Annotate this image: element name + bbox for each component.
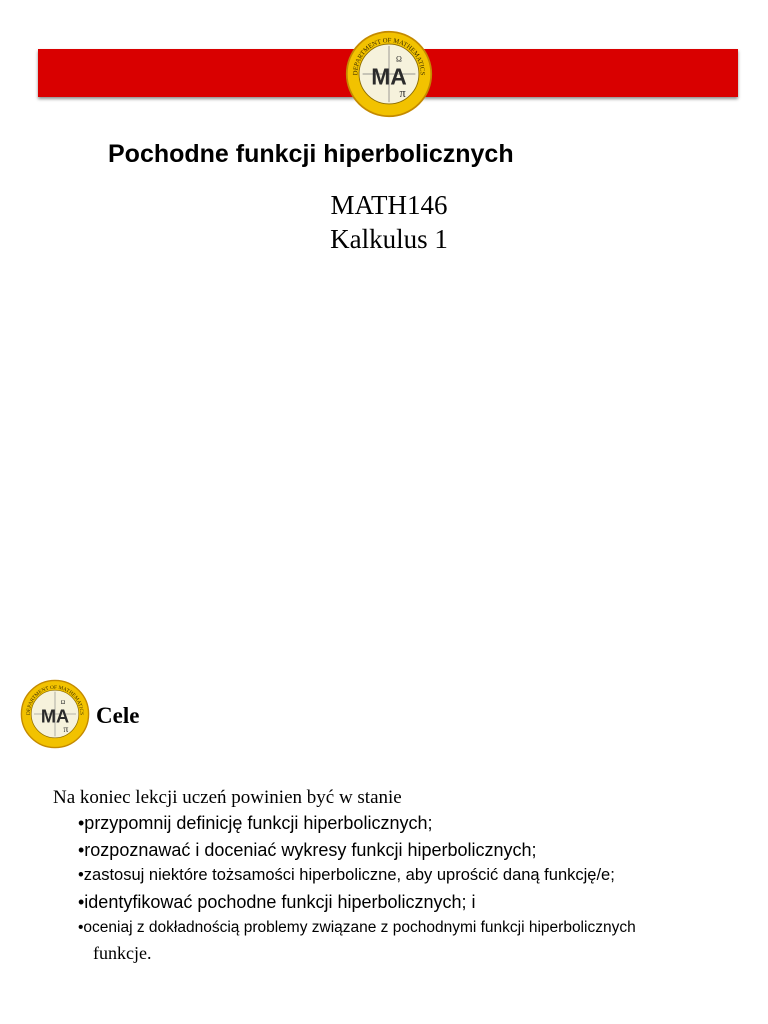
logo-ring-text-small: DEPARTMENT OF MATHEMATICS — [25, 684, 85, 716]
objective-item: •rozpoznawać i doceniać wykresy funkcji hiperbolicznych; — [78, 840, 537, 860]
objective-item: •identyfikować pochodne funkcji hiperbolicznych; i — [78, 892, 476, 912]
course-code: MATH146 — [330, 190, 448, 220]
logo-ring-text: DEPARTMENT OF MATHEMATICS — [352, 37, 426, 76]
logo-omega-small: Ω — [60, 699, 66, 707]
objectives-intro: Na koniec lekcji uczeń powinien być w stanie — [53, 787, 402, 808]
logo-omega: Ω — [396, 54, 402, 64]
objective-item: •oceniaj z dokładnością problemy związane z pochodnymi funkcji hiperbolicznych — [78, 919, 636, 936]
logo-pi-small: π — [63, 724, 69, 736]
logo-letters: MA — [371, 63, 407, 90]
slide-title: Pochodne funkcji hiperbolicznych — [108, 140, 514, 168]
department-logo-small — [20, 679, 90, 749]
objectives-slide — [0, 660, 768, 1024]
objective-item: •przypomnij definicję funkcji hiperbolicznych; — [78, 813, 433, 833]
objective-item: •zastosuj niektóre tożsamości hiperboliczne, aby uprościć daną funkcję/e; — [78, 866, 615, 884]
logo-pi: π — [399, 85, 406, 100]
logo-letters-small: MA — [40, 706, 70, 727]
objectives-heading: Cele — [96, 703, 140, 728]
course-name: Kalkulus 1 — [330, 224, 448, 254]
department-logo — [345, 30, 433, 118]
objective-continuation: funkcje. — [93, 943, 152, 963]
